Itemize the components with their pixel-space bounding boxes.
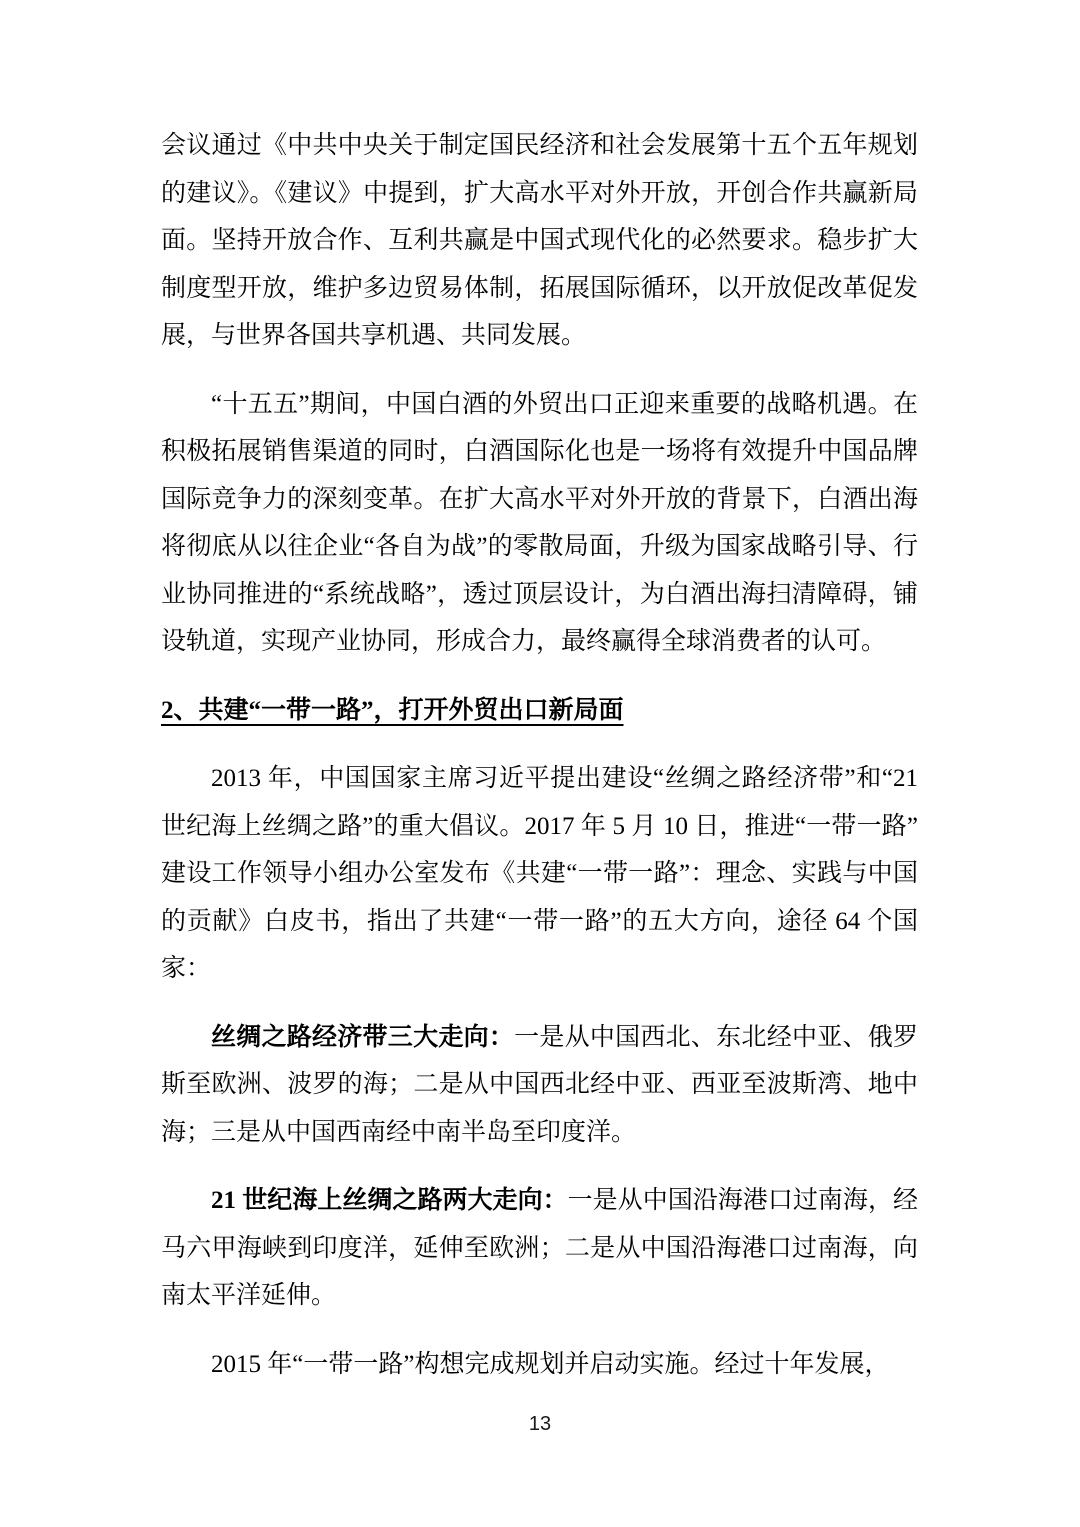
text-maritime-silk-road: 一是从中国沿海港口过南海，经马六甲海峡到印度洋，延伸至欧洲；二是从中国沿海港口过南海，向南太平洋延伸。 [161, 1187, 918, 1309]
body-paragraph-2013-initiative: 2013 年，中国国家主席习近平提出建设“丝绸之路经济带”和“21 世纪海上丝绸之路”的重大倡议。2017 年 5 月 10 日，推进“一带一路”建设工作领导小组办公室发布《共建“一带一路”：理念、实践与中国的贡献》白皮书，指出了共建“一带一路”的五大方向，途径 64 个国家： [161, 765, 918, 982]
body-paragraph-silk-road-economic-belt [161, 1014, 918, 1157]
bold-lead-maritime-silk-road: 21 世纪海上丝绸之路两大走向： [211, 1187, 568, 1214]
section-heading-belt-and-road: 2、共建“一带一路”，打开外贸出口新局面 [161, 696, 624, 724]
bold-lead-silk-road-economic-belt: 丝绸之路经济带三大走向： [211, 1023, 515, 1051]
text-silk-road-economic-belt: 一是从中国西北、东北经中亚、俄罗斯至欧洲、波罗的海；二是从中国西北经中亚、西亚至波斯湾、地中海；三是从中国西南经中南半岛至印度洋。 [161, 1023, 918, 1146]
body-paragraph-continuation: 会议通过《中共中央关于制定国民经济和社会发展第十五个五年规划的建议》。《建议》中提到，扩大高水平对外开放，开创合作共赢新局面。坚持开放合作、互利共赢是中国式现代化的必然要求。稳步扩大制度型开放，维护多边贸易体制，拓展国际循环，以开放促改革促发展，与世界各国共享机遇、共同发展。 [161, 132, 918, 349]
page-number: 13 [528, 1413, 552, 1435]
document-body [161, 122, 918, 1409]
body-paragraph-shiwuwu: “十五五”期间，中国白酒的外贸出口正迎来重要的战略机遇。在积极拓展销售渠道的同时，白酒国际化也是一场将有效提升中国品牌国际竞争力的深刻变革。在扩大高水平对外开放的背景下，白酒出海将彻底从以往企业“各自为战”的零散局面，升级为国家战略引导、行业协同推进的“系统战略”，透过顶层设计，为白酒出海扫清障碍，铺设轨道，实现产业协同，形成合力，最终赢得全球消费者的认可。 [161, 390, 918, 655]
body-paragraph-maritime-silk-road [161, 1177, 918, 1320]
body-paragraph-2015-plan: 2015 年“一带一路”构想完成规划并启动实施。经过十年发展， [211, 1350, 890, 1378]
